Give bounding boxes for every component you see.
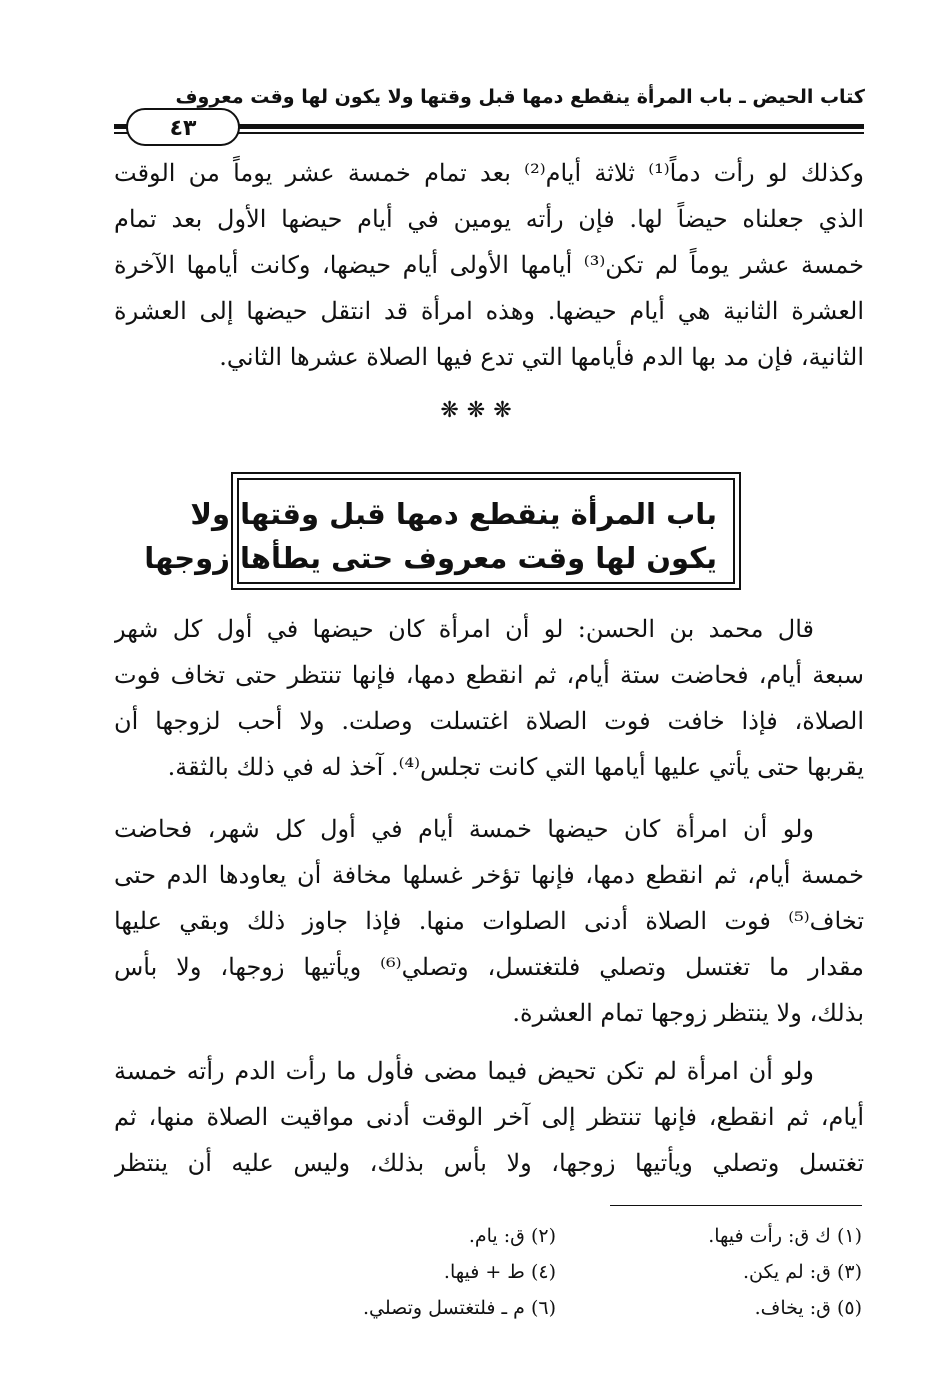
paragraph-line: ولو أن امرأة لم تكن تحيض فيما مضى فأول ما رأت الدم رأته خمسة (114, 1057, 814, 1085)
paragraph-line: تخاف⁽⁵⁾ فوت الصلاة أدنى الصلوات منها. فإذا جاوز ذلك وبقي عليها (114, 907, 864, 935)
section-ornament: ❋❋❋ (440, 398, 520, 423)
paragraph-2 (114, 806, 864, 1036)
paragraph-line: سبعة أيام، فحاضت ستة أيام، ثم انقطع دمها، فإنها تنتظر حتى تخاف فوت (114, 661, 864, 689)
paragraph-line: الذي جعلناه حيضاً لها. فإن رأته يومين في أيام حيضها الأول بعد تمام (114, 205, 864, 233)
paragraph-line: الصلاة، فإذا خافت فوت الصلاة اغتسلت وصلت. ولا أحب لزوجها أن (114, 707, 864, 735)
paragraph-line: تغتسل وتصلي ويأتيها زوجها، ولا بأس بذلك، وليس عليه أن ينتظر (114, 1149, 864, 1177)
paragraph-line: مقدار ما تغتسل وتصلي فلتغتسل، وتصلي⁽⁶⁾ ويأتيها زوجها، ولا بأس (114, 953, 864, 981)
footnote-text: م ـ فلتغتسل وتصلي. (362, 1297, 525, 1319)
footnote-row (250, 1254, 862, 1290)
footnotes (250, 1218, 862, 1326)
footnote-1 (556, 1218, 862, 1254)
chapter-heading-line-2: يكون لها وقت معروف حتى يطأها زوجها (144, 541, 717, 575)
chapter-heading-box (144, 472, 741, 590)
paragraph-line: الثانية، فإن مد بها الدم فأيامها التي تدع فيها الصلاة عشرها الثاني. (219, 343, 864, 371)
footnote-number: (١) (836, 1225, 862, 1247)
footnote-4 (250, 1254, 556, 1290)
footnote-text: ط + فيها. (443, 1261, 525, 1283)
paragraph-line: خمسة أيام، ثم انقطع دمها، فإنها تؤخر غسلها مخافة أن يعاودها الدم حتى (114, 861, 864, 889)
footnote-6 (250, 1290, 556, 1326)
paragraph-line: قال محمد بن الحسن: لو أن امرأة كان حيضها في أول كل شهر (114, 615, 814, 643)
footnote-2 (250, 1218, 556, 1254)
page-number: ٤٣ (126, 108, 240, 146)
paragraph-3 (114, 1048, 864, 1186)
paragraph-line: خمسة عشر يوماً لم تكن⁽³⁾ أيامها الأولى أيام حيضها، وكانت أيامها الآخرة (114, 251, 864, 279)
paragraph-line: يقربها حتى يأتي عليها أيامها التي كانت تجلس⁽⁴⁾. آخذ له في ذلك بالثقة. (167, 753, 864, 781)
footnote-number: (٦) (530, 1297, 556, 1319)
paragraph-line: ولو أن امرأة كان حيضها خمسة أيام في أول كل شهر، فحاضت (114, 815, 815, 843)
footnote-separator (610, 1205, 862, 1206)
footnote-text: ك ق: رأت فيها. (708, 1225, 831, 1247)
footnote-row (250, 1290, 862, 1326)
paragraph-line: أيام، ثم انقطع، فإنها تنتظر إلى آخر الوقت أدنى مواقيت الصلاة منها، ثم (114, 1103, 864, 1131)
footnote-number: (٢) (530, 1225, 556, 1247)
paragraph-1 (114, 606, 864, 790)
paragraph-line: العشرة الثانية هي أيام حيضها. وهذه امرأة قد انتقل حيضها إلى العشرة (114, 297, 864, 325)
paragraph-line: وكذلك لو رأت دماً⁽¹⁾ ثلاثة أيام⁽²⁾ بعد تمام خمسة عشر يوماً من الوقت (114, 159, 864, 187)
footnote-3 (556, 1254, 862, 1290)
footnote-text: ق: يام. (468, 1225, 525, 1247)
intro-paragraph (114, 150, 864, 380)
chapter-heading-inner-frame (144, 478, 735, 584)
footnote-row (250, 1218, 862, 1254)
paragraph-line: بذلك، ولا ينتظر زوجها تمام العشرة. (512, 999, 864, 1027)
chapter-heading-line-1: باب المرأة ينقطع دمها قبل وقتها ولا (190, 497, 717, 531)
footnote-text: ق: لم يكن. (742, 1261, 831, 1283)
footnote-number: (٣) (836, 1261, 862, 1283)
footnote-number: (٥) (836, 1297, 862, 1319)
footnote-number: (٤) (530, 1261, 556, 1283)
footnote-text: ق: يخاف. (754, 1297, 831, 1319)
running-header: كتاب الحيض ـ باب المرأة ينقطع دمها قبل وقتها ولا يكون لها وقت معروف (175, 86, 865, 108)
footnote-5 (556, 1290, 862, 1326)
